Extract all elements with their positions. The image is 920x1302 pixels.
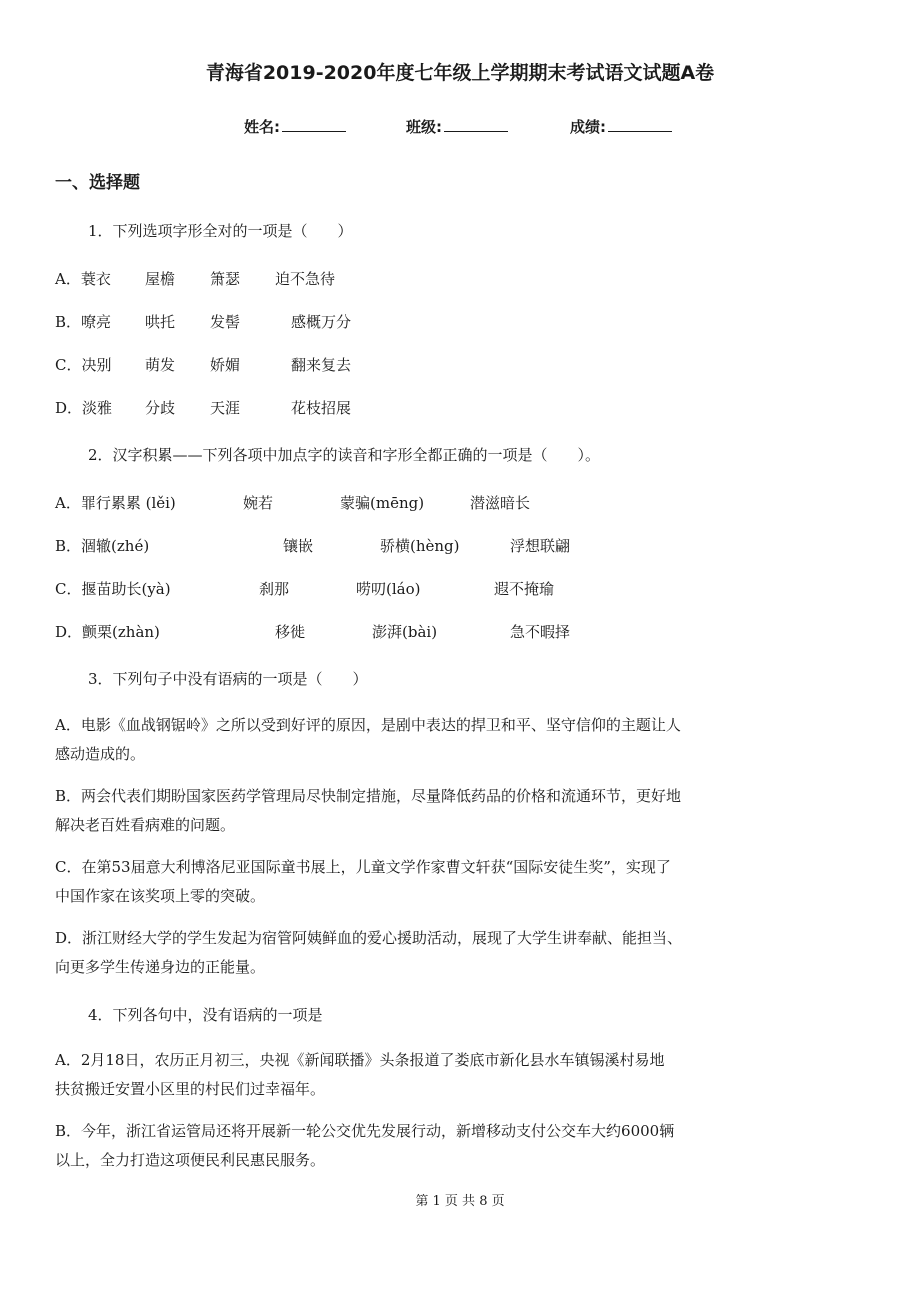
- q1-option-a-1: A．蓑衣: [55, 270, 111, 288]
- score-blank: [608, 117, 672, 132]
- q1-option-b-4: 感概万分: [291, 313, 352, 331]
- q2-option-d-2: 移徙: [275, 623, 306, 641]
- q2-option-d-3: 澎湃(bài): [372, 623, 438, 641]
- section-heading: 一、选择题: [55, 173, 140, 193]
- score-label: 成绩:: [570, 118, 606, 136]
- q1-option-b-3: 发髻: [210, 313, 241, 331]
- q3-option-d-line-1: D．浙江财经大学的学生发起为宿管阿姨鲜血的爱心援助活动，展现了大学生讲奉献、能担当、: [55, 929, 683, 947]
- score-field: [570, 116, 672, 137]
- q4-option-a-line-1: A．2月18日，农历正月初三，央视《新闻联播》头条报道了娄底市新化县水车镇锡溪村易地: [55, 1051, 665, 1069]
- q1-option-a-4: 迫不急待: [275, 270, 336, 288]
- q2-option-b-1: B．涸辙(zhé): [55, 537, 150, 555]
- q4-option-b-line-1: B．今年，浙江省运管局还将开展新一轮公交优先发展行动，新增移动支付公交车大约6000辆: [55, 1122, 675, 1140]
- q2-option-b-2: 镶嵌: [283, 537, 314, 555]
- q2-option-c-1: C．揠苗助长(yà): [55, 580, 171, 598]
- q1-option-a-3: 箫瑟: [210, 270, 241, 288]
- q1-option-a-2: 屋檐: [145, 270, 176, 288]
- class-field: [406, 116, 508, 137]
- q1-option-d-4: 花枝招展: [291, 399, 352, 417]
- name-blank: [282, 117, 346, 132]
- page-footer: 第 1 页 共 8 页: [415, 1194, 505, 1209]
- q3-option-b-line-1: B．两会代表们期盼国家医药学管理局尽快制定措施，尽量降低药品的价格和流通环节，更好地: [55, 787, 682, 805]
- class-label: 班级:: [406, 118, 442, 136]
- q2-option-c-2: 刹那: [259, 580, 290, 598]
- class-blank: [444, 117, 508, 132]
- q1-option-c-3: 娇媚: [210, 356, 241, 374]
- q2-option-a-3: 蒙骗(mēng): [340, 494, 425, 512]
- q3-option-a: [55, 711, 735, 769]
- q4-option-a: [55, 1046, 735, 1104]
- page-title: 青海省2019-2020年度七年级上学期期末考试语文试题A卷: [205, 62, 715, 84]
- q2-option-a-4: 潜滋暗长: [470, 494, 531, 512]
- q2-option-b-3: 骄横(hèng): [380, 537, 460, 555]
- q2-option-d-1: D．颤栗(zhàn): [55, 623, 160, 641]
- q2-option-c-3: 唠叨(láo): [356, 580, 421, 598]
- q2-option-c-4: 遐不掩瑜: [494, 580, 555, 598]
- name-label: 姓名:: [244, 118, 280, 136]
- q2-option-a-1: A．罪行累累 (lěi): [55, 494, 176, 512]
- q3-option-b-line-2: 解决老百姓看病难的问题。: [55, 816, 236, 834]
- q4-option-b: [55, 1117, 735, 1175]
- question-2-stem: 2．汉字积累——下列各项中加点字的读音和字形全都正确的一项是（ ）。: [88, 446, 601, 464]
- q3-option-c-line-2: 中国作家在该奖项上零的突破。: [55, 887, 266, 905]
- question-3-stem: 3．下列句子中没有语病的一项是（ ）: [88, 670, 368, 688]
- q3-option-a-line-2: 感动造成的。: [55, 745, 146, 763]
- name-field: [244, 116, 346, 137]
- q1-option-d-3: 天涯: [210, 399, 241, 417]
- q3-option-c: [55, 853, 735, 911]
- question-4-stem: 4．下列各句中，没有语病的一项是: [88, 1006, 323, 1024]
- q4-option-a-line-2: 扶贫搬迁安置小区里的村民们过幸福年。: [55, 1080, 326, 1098]
- q2-option-d-4: 急不暇择: [510, 623, 571, 641]
- q3-option-c-line-1: C．在第53届意大利博洛尼亚国际童书展上，儿童文学作家曹文轩获“国际安徒生奖”，实现了: [55, 858, 671, 876]
- q1-option-d-1: D．淡雅: [55, 399, 113, 417]
- q1-option-d-2: 分歧: [145, 399, 176, 417]
- q1-option-b-2: 哄托: [145, 313, 176, 331]
- q3-option-a-line-1: A．电影《血战钢锯岭》之所以受到好评的原因，是剧中表达的捍卫和平、坚守信仰的主题让人: [55, 716, 681, 734]
- q1-option-b-1: B．嘹亮: [55, 313, 112, 331]
- q3-option-d-line-2: 向更多学生传递身边的正能量。: [55, 958, 266, 976]
- q3-option-d: [55, 924, 735, 982]
- question-1-stem: 1．下列选项字形全对的一项是（ ）: [88, 222, 353, 240]
- q3-option-b: [55, 782, 735, 840]
- q2-option-b-4: 浮想联翩: [510, 537, 571, 555]
- q2-option-a-2: 婉若: [243, 494, 274, 512]
- q1-option-c-2: 萌发: [145, 356, 176, 374]
- q1-option-c-4: 翻来复去: [291, 356, 352, 374]
- q4-option-b-line-2: 以上，全力打造这项便民利民惠民服务。: [55, 1151, 326, 1169]
- q1-option-c-1: C．决别: [55, 356, 112, 374]
